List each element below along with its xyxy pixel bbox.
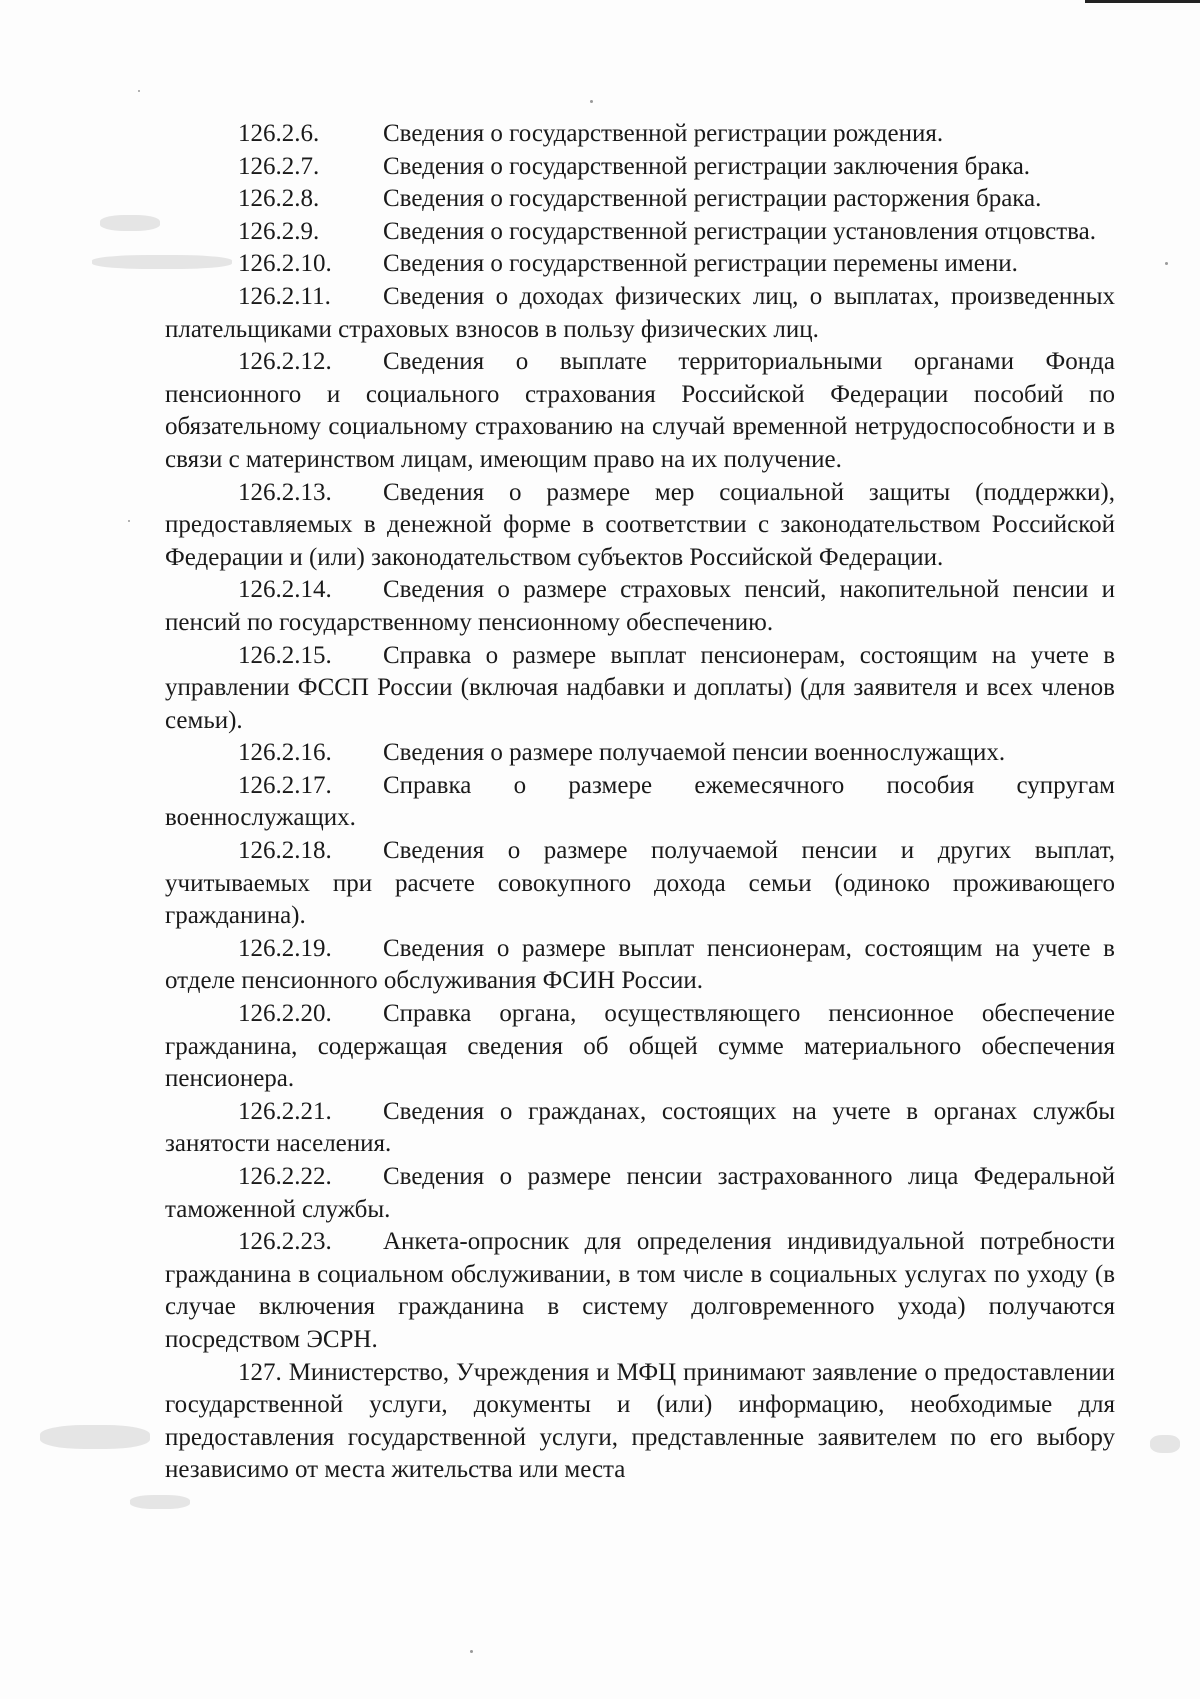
list-item [165,574,1115,639]
item-number: 126.2.9. [238,217,320,245]
item-text: Сведения о размере страховых пенсий, накопительной пенсии и пенсий по государственному пенсионному обеспечению. [165,576,1115,636]
item-number: 126.2.16. [238,739,332,767]
item-number: 126.2.10. [238,250,332,278]
item-number: 126.2.12. [238,348,332,376]
item-number: 126.2.15. [238,641,332,669]
list-item [165,933,1115,998]
item-text: Сведения о размере получаемой пенсии военнослужащих. [383,739,1006,767]
item-text: Справка о размере выплат пенсионерам, состоящим на учете в управлении ФССП России (включая надбавки и доплаты) (для заявителя и всех членов семьи). [165,641,1115,734]
scan-speck [590,100,593,103]
item-text: Сведения о размере пенсии застрахованного лица Федеральной таможенной службы. [165,1163,1115,1223]
item-number: 126.2.23. [238,1228,332,1256]
scan-edge-top-right [1085,0,1200,3]
item-text: Сведения о размере получаемой пенсии и других выплат, учитываемых при расчете совокупного дохода семьи (одиноко проживающего гражданина). [165,837,1115,930]
list-item [165,346,1115,476]
scan-smudge [40,1425,150,1449]
scan-speck [128,520,130,522]
list-item [165,1096,1115,1161]
closing-paragraph: 127. Министерство, Учреждения и МФЦ принимают заявление о предоставлении государственной услуги, документы и (или) информацию, необходимые для предоставления государственной услуги, представленные заявителем по его выбору независимо от места жительства или места [165,1358,1115,1484]
list-item [165,835,1115,933]
list-item [165,183,1115,216]
list-item [165,216,1115,249]
list-item [165,477,1115,575]
item-number: 126.2.19. [238,934,332,962]
item-number: 126.2.13. [238,478,332,506]
scan-smudge [100,215,160,231]
scan-smudge [130,1495,190,1509]
list-item [165,737,1115,770]
item-number: 126.2.6. [238,120,320,147]
item-number: 126.2.18. [238,837,332,865]
item-number: 126.2.22. [238,1163,332,1190]
item-text: Сведения о размере выплат пенсионерам, состоящим на учете в отделе пенсионного обслуживания ФСИН России. [165,934,1115,995]
item-number: 126.2.8. [238,185,320,213]
item-text: Справка о размере ежемесячного пособия супругам военнослужащих. [165,771,1115,832]
list-item [165,281,1115,346]
item-text: Сведения о государственной регистрации перемены имени. [383,250,1018,278]
list-item [165,151,1115,184]
list-item [165,118,1115,151]
scan-speck [470,1650,473,1653]
item-number: 126.2.20. [238,1000,332,1028]
item-text: Сведения о выплате территориальными органами Фонда пенсионного и социального страхования Российской Федерации пособий по обязательному социальному страхованию на случай временной нетрудоспособности и в связи с материнством лицам, имеющим право на их получение. [165,348,1115,473]
scan-smudge [1150,1435,1180,1453]
list-item [165,998,1115,1096]
item-text: Анкета-опросник для определения индивидуальной потребности гражданина в социальном обслуживании, в том числе в социальных услугах по уходу (в случае включения гражданина в систему долговременного ухода) получаются посредством ЭСРН. [165,1228,1115,1353]
item-text: Справка органа, осуществляющего пенсионное обеспечение гражданина, содержащая сведения об общей сумме материального обеспечения пенсионера. [165,1000,1115,1093]
item-number: 126.2.11. [238,282,331,310]
item-text: Сведения о государственной регистрации расторжения брака. [383,185,1042,213]
scan-speck [1165,262,1168,265]
item-text: Сведения о государственной регистрации заключения брака. [383,152,1031,180]
list-item [165,1161,1115,1226]
item-number: 126.2.21. [238,1097,332,1125]
scan-speck [138,90,140,92]
item-number: 126.2.14. [238,576,332,604]
list-item [165,248,1115,281]
item-text: Сведения о государственной регистрации рождения. [383,120,944,147]
document-body [165,118,1115,1487]
item-text: Сведения о государственной регистрации установления отцовства. [383,217,1096,245]
list-item [165,1226,1115,1356]
item-text: Сведения о гражданах, состоящих на учете в органах службы занятости населения. [165,1097,1115,1158]
item-number: 126.2.17. [238,771,332,799]
list-item [165,640,1115,738]
item-number: 126.2.7. [238,152,320,180]
item-text: Сведения о размере мер социальной защиты (поддержки), предоставляемых в денежной форме в соответствии с законодательством Российской Федерации и (или) законодательством субъектов Российской Федерации. [165,478,1115,571]
list-item [165,770,1115,835]
item-text: Сведения о доходах физических лиц, о выплатах, произведенных плательщиками страховых взносов в пользу физических лиц. [165,282,1115,343]
